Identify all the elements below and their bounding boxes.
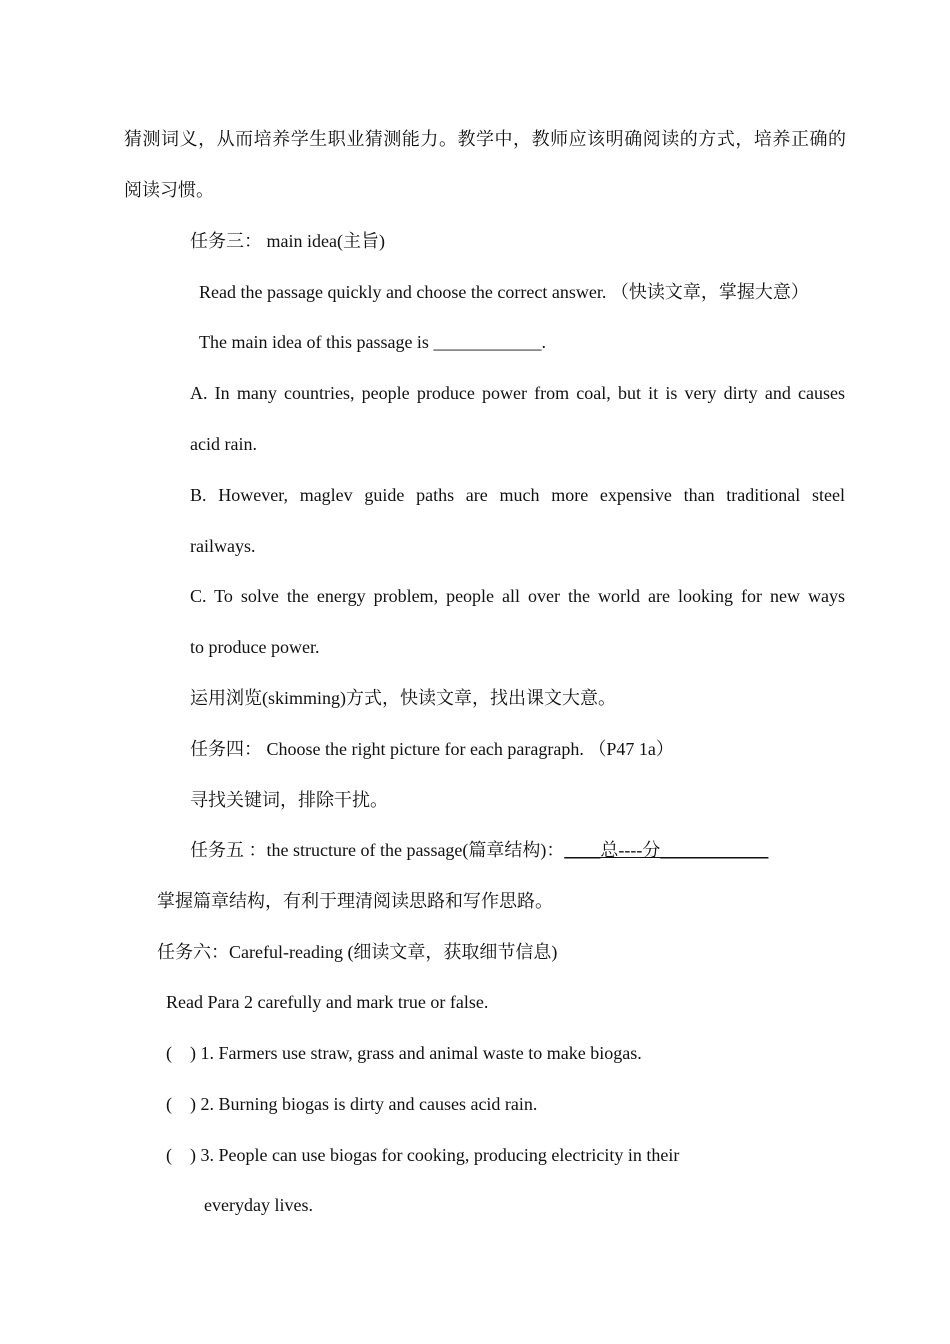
option-b-line-2: railways. [190, 536, 256, 556]
task3-heading: 任务三： main idea(主旨) [190, 231, 385, 251]
option-c-line-2: to produce power. [190, 637, 320, 657]
option-c-line-1: C. To solve the energy problem, people all over the world are looking for new ways [190, 586, 845, 606]
task5-note: 掌握篇章结构，有利于理清阅读思路和写作思路。 [157, 891, 553, 911]
true-false-item-2: ( ) 2. Burning biogas is dirty and causes acid rain. [166, 1094, 538, 1114]
option-a-line-2: acid rain. [190, 434, 257, 454]
option-b-line-1: B. However, maglev guide paths are much more expensive than traditional steel [190, 485, 845, 505]
task6-heading: 任务六：Careful-reading (细读文章，获取细节信息) [157, 942, 558, 962]
true-false-item-3-continuation: everyday lives. [204, 1195, 313, 1215]
task4-note: 寻找关键词，排除干扰。 [190, 790, 388, 810]
task3-note: 运用浏览(skimming)方式，快读文章，找出课文大意。 [190, 688, 616, 708]
task5-answer: ____总----分____________ [564, 840, 769, 860]
task4-heading: 任务四： Choose the right picture for each paragraph. （P47 1a） [190, 739, 674, 759]
intro-paragraph-line-2: 阅读习惯。 [124, 180, 214, 200]
task3-question: The main idea of this passage is ____________. [199, 332, 546, 352]
intro-paragraph-line-1: 猜测词义，从而培养学生职业猜测能力。教学中，教师应该明确阅读的方式，培养正确的 [124, 129, 846, 149]
task5-line [190, 839, 768, 861]
task3-instruction: Read the passage quickly and choose the correct answer. （快读文章，掌握大意） [199, 282, 809, 302]
true-false-item-1: ( ) 1. Farmers use straw, grass and animal waste to make biogas. [166, 1043, 642, 1063]
option-a-line-1: A. In many countries, people produce power from coal, but it is very dirty and causes [190, 383, 845, 403]
task6-instruction: Read Para 2 carefully and mark true or false. [166, 992, 489, 1012]
true-false-item-3: ( ) 3. People can use biogas for cooking, producing electricity in their [166, 1145, 680, 1165]
task5-heading: 任务五 ：the structure of the passage(篇章结构)： [190, 840, 565, 860]
